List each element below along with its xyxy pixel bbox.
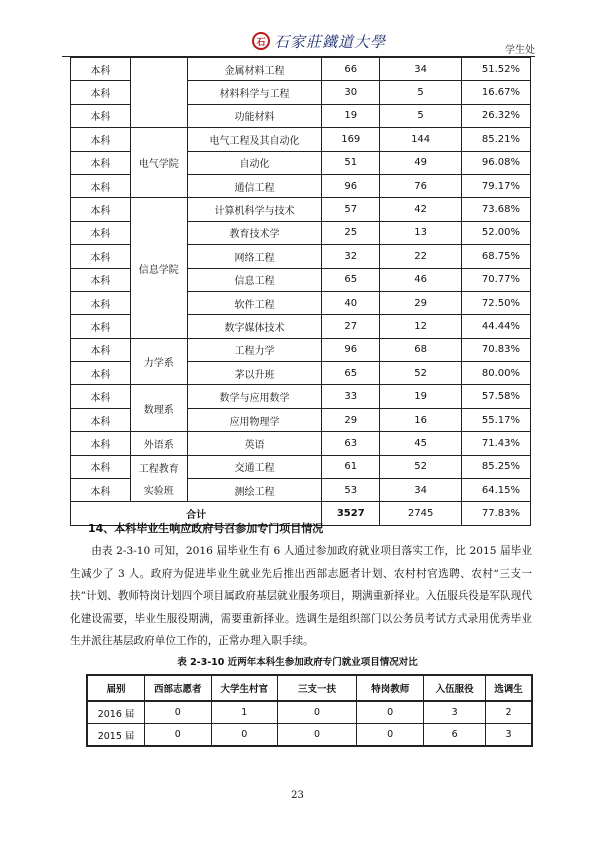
graduates-cell: 169 — [322, 128, 380, 151]
level-cell: 本科 — [71, 81, 131, 104]
employment-rate-table — [70, 57, 531, 526]
page-number: 23 — [291, 790, 304, 801]
rate-cell: 26.32% — [462, 104, 531, 127]
major-cell: 网络工程 — [187, 245, 322, 268]
major-cell: 数字媒体技术 — [187, 315, 322, 338]
cohort-cell: 2015 届 — [87, 724, 145, 747]
graduates-cell: 57 — [322, 198, 380, 221]
employed-cell: 144 — [380, 128, 462, 151]
level-cell: 本科 — [71, 385, 131, 408]
college-cell: 力学系 — [130, 338, 187, 385]
major-cell: 功能材料 — [187, 104, 322, 127]
level-cell: 本科 — [71, 338, 131, 361]
level-cell: 本科 — [71, 432, 131, 455]
column-header: 大学生村官 — [211, 675, 277, 701]
graduates-cell: 32 — [322, 245, 380, 268]
college-cell: 电气学院 — [130, 128, 187, 198]
column-header: 入伍服役 — [424, 675, 486, 701]
table-caption: 表 2-3-10 近两年本科生参加政府专门就业项目情况对比 — [177, 657, 418, 668]
table-row — [71, 385, 531, 408]
table-row — [71, 432, 531, 455]
graduates-cell: 40 — [322, 291, 380, 314]
level-cell: 本科 — [71, 58, 131, 81]
rate-cell: 72.50% — [462, 291, 531, 314]
level-cell: 本科 — [71, 221, 131, 244]
major-cell: 数学与应用数学 — [187, 385, 322, 408]
major-cell: 测绘工程 — [187, 479, 322, 502]
employed-cell: 52 — [380, 362, 462, 385]
graduates-cell: 63 — [322, 432, 380, 455]
employed-cell: 16 — [380, 408, 462, 431]
rate-cell: 57.58% — [462, 385, 531, 408]
graduates-cell: 29 — [322, 408, 380, 431]
major-cell: 通信工程 — [187, 174, 322, 197]
rate-cell: 80.00% — [462, 362, 531, 385]
body-paragraph: 由表 2-3-10 可知，2016 届毕业生有 6 人通过参加政府就业项目落实工作，比 2015 届毕业生减少了 3 人。政府为促进毕业生就业先后推出西部志愿者计划、农村村官选聘、农村“三支一扶”计划、教师特岗计划四个项目属政府基层就业服务项目，期满重新择业。入伍服兵役是军队现代化建设需要，毕业生服役期满，需要重新择业。选调生是组织部门以公务员考试方式录用优秀毕业生并派往基层政府单位工作的，正常办理入职手续。 — [70, 545, 532, 647]
value-cell: 0 — [357, 724, 424, 747]
university-logo — [252, 29, 386, 53]
table-row — [87, 701, 532, 724]
employed-cell: 22 — [380, 245, 462, 268]
total-label: 合计 — [71, 502, 322, 525]
cohort-cell: 2016 届 — [87, 701, 145, 724]
rate-cell: 71.43% — [462, 432, 531, 455]
college-cell: 工程教育 — [130, 455, 187, 478]
government-project-table — [86, 674, 533, 747]
major-cell: 教育技术学 — [187, 221, 322, 244]
graduates-cell: 65 — [322, 268, 380, 291]
level-cell: 本科 — [71, 362, 131, 385]
section-title: 14、本科毕业生响应政府号召参加专门项目情况 — [88, 522, 324, 535]
graduates-cell: 25 — [322, 221, 380, 244]
major-cell: 软件工程 — [187, 291, 322, 314]
major-cell: 工程力学 — [187, 338, 322, 361]
column-header: 西部志愿者 — [145, 675, 211, 701]
level-cell: 本科 — [71, 128, 131, 151]
major-cell: 信息工程 — [187, 268, 322, 291]
value-cell: 0 — [277, 701, 356, 724]
level-cell: 本科 — [71, 291, 131, 314]
major-cell: 自动化 — [187, 151, 322, 174]
major-cell: 金属材料工程 — [187, 58, 322, 81]
rate-cell: 70.77% — [462, 268, 531, 291]
college-cell: 信息学院 — [130, 198, 187, 338]
table-row — [71, 58, 531, 81]
college-cell — [130, 58, 187, 128]
college-cell: 数理系 — [130, 385, 187, 432]
value-cell: 0 — [357, 701, 424, 724]
level-cell: 本科 — [71, 245, 131, 268]
table-row — [71, 479, 531, 502]
value-cell: 3 — [424, 701, 486, 724]
employed-cell: 12 — [380, 315, 462, 338]
table-row — [87, 724, 532, 747]
major-cell: 应用物理学 — [187, 408, 322, 431]
value-cell: 0 — [145, 724, 211, 747]
college-cell: 外语系 — [130, 432, 187, 455]
graduates-cell: 30 — [322, 81, 380, 104]
rate-cell: 55.17% — [462, 408, 531, 431]
total-graduates: 3527 — [322, 502, 380, 525]
rate-cell: 68.75% — [462, 245, 531, 268]
graduates-cell: 51 — [322, 151, 380, 174]
major-cell: 计算机科学与技术 — [187, 198, 322, 221]
level-cell: 本科 — [71, 479, 131, 502]
department-label: 学生处 — [505, 45, 535, 56]
rate-cell: 73.68% — [462, 198, 531, 221]
graduates-cell: 96 — [322, 338, 380, 361]
graduates-cell: 66 — [322, 58, 380, 81]
major-cell: 电气工程及其自动化 — [187, 128, 322, 151]
column-header: 三支一扶 — [277, 675, 356, 701]
table-row — [71, 455, 531, 478]
rate-cell: 44.44% — [462, 315, 531, 338]
graduates-cell: 33 — [322, 385, 380, 408]
employed-cell: 52 — [380, 455, 462, 478]
table-row — [71, 128, 531, 151]
level-cell: 本科 — [71, 104, 131, 127]
university-name: 石家莊鐵道大學 — [274, 32, 387, 51]
employed-cell: 5 — [380, 104, 462, 127]
value-cell: 0 — [145, 701, 211, 724]
employed-cell: 13 — [380, 221, 462, 244]
value-cell: 6 — [424, 724, 486, 747]
graduates-cell: 27 — [322, 315, 380, 338]
employed-cell: 45 — [380, 432, 462, 455]
level-cell: 本科 — [71, 408, 131, 431]
college-cell: 实验班 — [130, 479, 187, 502]
rate-cell: 51.52% — [462, 58, 531, 81]
employed-cell: 19 — [380, 385, 462, 408]
employed-cell: 76 — [380, 174, 462, 197]
rate-cell: 96.08% — [462, 151, 531, 174]
graduates-cell: 65 — [322, 362, 380, 385]
level-cell: 本科 — [71, 268, 131, 291]
employed-cell: 34 — [380, 479, 462, 502]
column-header: 特岗教师 — [357, 675, 424, 701]
level-cell: 本科 — [71, 455, 131, 478]
rate-cell: 79.17% — [462, 174, 531, 197]
graduates-cell: 61 — [322, 455, 380, 478]
value-cell: 0 — [211, 724, 277, 747]
column-header: 选调生 — [485, 675, 532, 701]
level-cell: 本科 — [71, 174, 131, 197]
employed-cell: 46 — [380, 268, 462, 291]
employed-cell: 42 — [380, 198, 462, 221]
table-row — [71, 338, 531, 361]
major-cell: 茅以升班 — [187, 362, 322, 385]
column-header: 届别 — [87, 675, 145, 701]
value-cell: 0 — [277, 724, 356, 747]
major-cell: 交通工程 — [187, 455, 322, 478]
level-cell: 本科 — [71, 151, 131, 174]
table-header-row — [87, 675, 532, 701]
major-cell: 材料科学与工程 — [187, 81, 322, 104]
employed-cell: 5 — [380, 81, 462, 104]
university-seal-icon: 石 — [252, 32, 270, 50]
rate-cell: 16.67% — [462, 81, 531, 104]
rate-cell: 70.83% — [462, 338, 531, 361]
value-cell: 2 — [485, 701, 532, 724]
value-cell: 1 — [211, 701, 277, 724]
table-row — [71, 198, 531, 221]
employed-cell: 68 — [380, 338, 462, 361]
graduates-cell: 96 — [322, 174, 380, 197]
rate-cell: 85.25% — [462, 455, 531, 478]
graduates-cell: 19 — [322, 104, 380, 127]
rate-cell: 52.00% — [462, 221, 531, 244]
major-cell: 英语 — [187, 432, 322, 455]
graduates-cell: 53 — [322, 479, 380, 502]
employed-cell: 49 — [380, 151, 462, 174]
rate-cell: 64.15% — [462, 479, 531, 502]
total-rate: 77.83% — [462, 502, 531, 525]
total-employed: 2745 — [380, 502, 462, 525]
level-cell: 本科 — [71, 315, 131, 338]
employed-cell: 29 — [380, 291, 462, 314]
level-cell: 本科 — [71, 198, 131, 221]
employed-cell: 34 — [380, 58, 462, 81]
value-cell: 3 — [485, 724, 532, 747]
page-header — [62, 27, 535, 57]
rate-cell: 85.21% — [462, 128, 531, 151]
